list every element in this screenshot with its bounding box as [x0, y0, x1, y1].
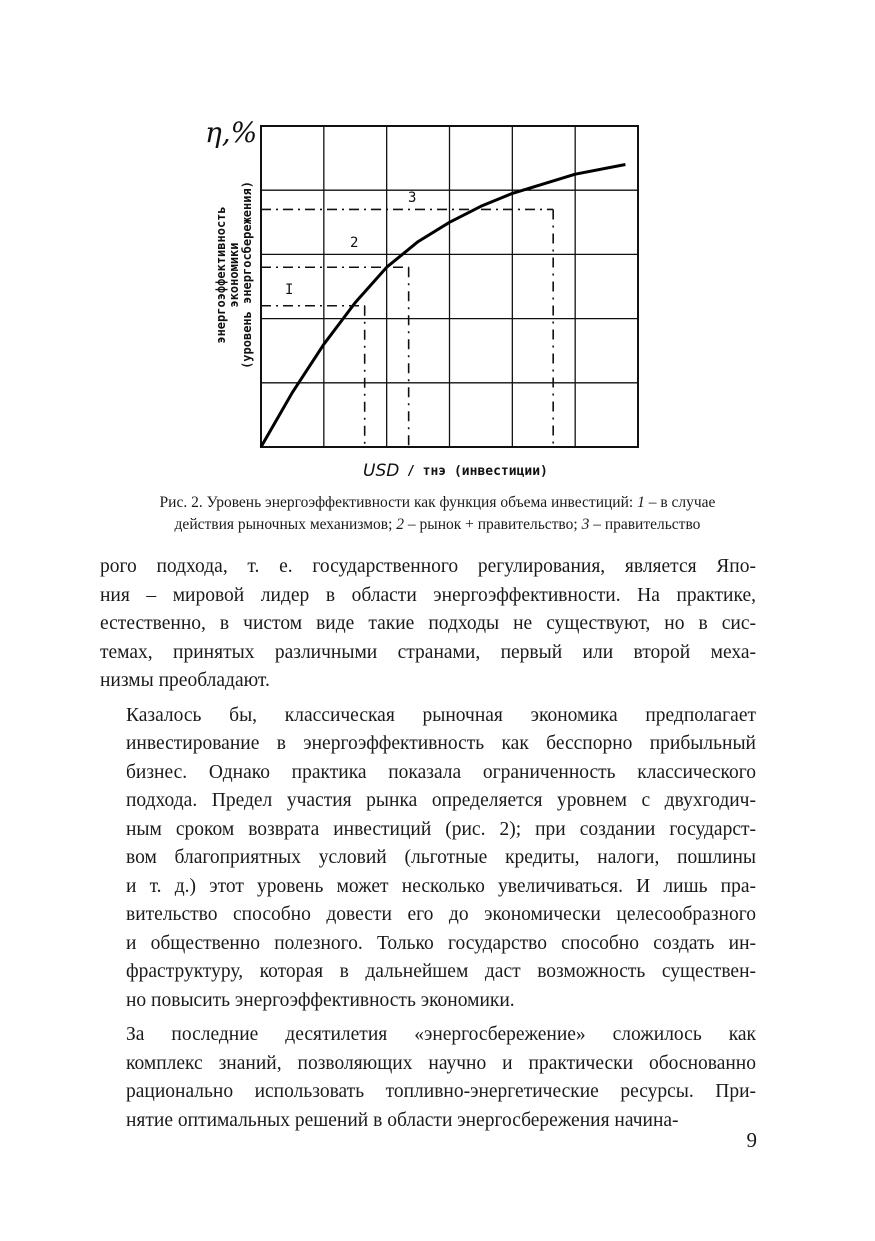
y-label-line-3: (уровень энергосбережения)	[240, 181, 254, 369]
text-line: и общественно полезного. Только государство способно создать ин-	[126, 932, 756, 954]
text-line: фраструктуру, которая в дальнейшем даст возможность существен-	[126, 961, 756, 982]
body-text	[100, 553, 756, 1141]
caption-line-1	[60, 492, 815, 514]
text-line: рационально использовать топливно-энергетические ресурсы. При-	[126, 1081, 756, 1102]
paragraph	[100, 1021, 756, 1135]
caption-text: – рынок + правительство;	[404, 516, 582, 533]
text-line: нятие оптимальных решений в области энергосбережения начина-	[126, 1109, 679, 1131]
text-line: бизнес. Однако практика показала ограниченность классического	[126, 761, 756, 783]
chart-level-lines	[261, 209, 553, 447]
caption-text: – правительство	[589, 516, 701, 533]
efficiency-curve	[261, 165, 625, 448]
text-line: инвестирование в энергоэффективность как бесспорно прибыльный	[126, 733, 756, 754]
curve-label-3: 3	[408, 190, 417, 206]
efficiency-chart	[195, 110, 655, 485]
x-axis-label-usd: USD	[363, 461, 400, 481]
text-line: и т. д.) этот уровень может несколько увеличиваться. И лишь пра-	[126, 875, 756, 897]
x-axis-label-rest: / тнэ (инвестиции)	[407, 464, 548, 479]
text-line: вом благоприятных условий (льготные кредиты, налоги, пошлины	[126, 847, 756, 868]
text-line: темах, принятых различными странами, первый или второй меха-	[100, 641, 756, 663]
caption-text: Рис. 2. Уровень энергоэффективности как функция объема инвестиций:	[159, 494, 638, 511]
text-line: естественно, в чистом виде такие подходы не существуют, но в сис-	[100, 613, 756, 634]
text-line: Казалось бы, классическая рыночная экономика предполагает	[126, 704, 756, 726]
caption-text: действия рыночных механизмов;	[174, 516, 397, 533]
curve-label-2: 2	[350, 235, 359, 251]
chart-curve-group	[261, 165, 625, 448]
y-label-line-2: экономики	[227, 242, 241, 308]
paragraph	[100, 702, 756, 1016]
text-line: но повысить энергоэффективность экономики.	[126, 989, 515, 1011]
text-line: рого подхода, т. е. государственного регулирования, является Япо-	[100, 556, 756, 577]
text-line: ным сроком возврата инвестиций (рис. 2); при создании государст-	[126, 818, 756, 840]
figure	[195, 110, 655, 485]
y-axis-label	[214, 181, 254, 369]
paragraph	[100, 553, 756, 696]
text-line: ния – мировой лидер в области энергоэффективности. На практике,	[100, 584, 756, 606]
caption-num-1: 1	[637, 494, 645, 511]
page-number: 9	[746, 1128, 757, 1152]
y-label-line-1: энергоэффективность	[214, 206, 228, 344]
figure-caption	[60, 492, 815, 536]
text-line: За последние десятилетия «энергосбережение» сложилось как	[126, 1024, 756, 1045]
text-line: вительство способно довести его до экономически целесообразного	[126, 904, 756, 925]
caption-text: – в случае	[644, 494, 716, 511]
text-line: низмы преобладают.	[100, 670, 270, 691]
caption-line-2	[60, 514, 815, 536]
caption-num-2: 2	[396, 516, 405, 533]
caption-num-3: 3	[581, 516, 590, 533]
text-line: подхода. Предел участия рынка определяется уровнем с двухгодич-	[126, 790, 756, 811]
y-axis-symbol: η,%	[205, 116, 258, 149]
text-line: комплекс знаний, позволяющих научно и практически обоснованно	[126, 1052, 756, 1074]
curve-label-1: I	[285, 282, 294, 298]
